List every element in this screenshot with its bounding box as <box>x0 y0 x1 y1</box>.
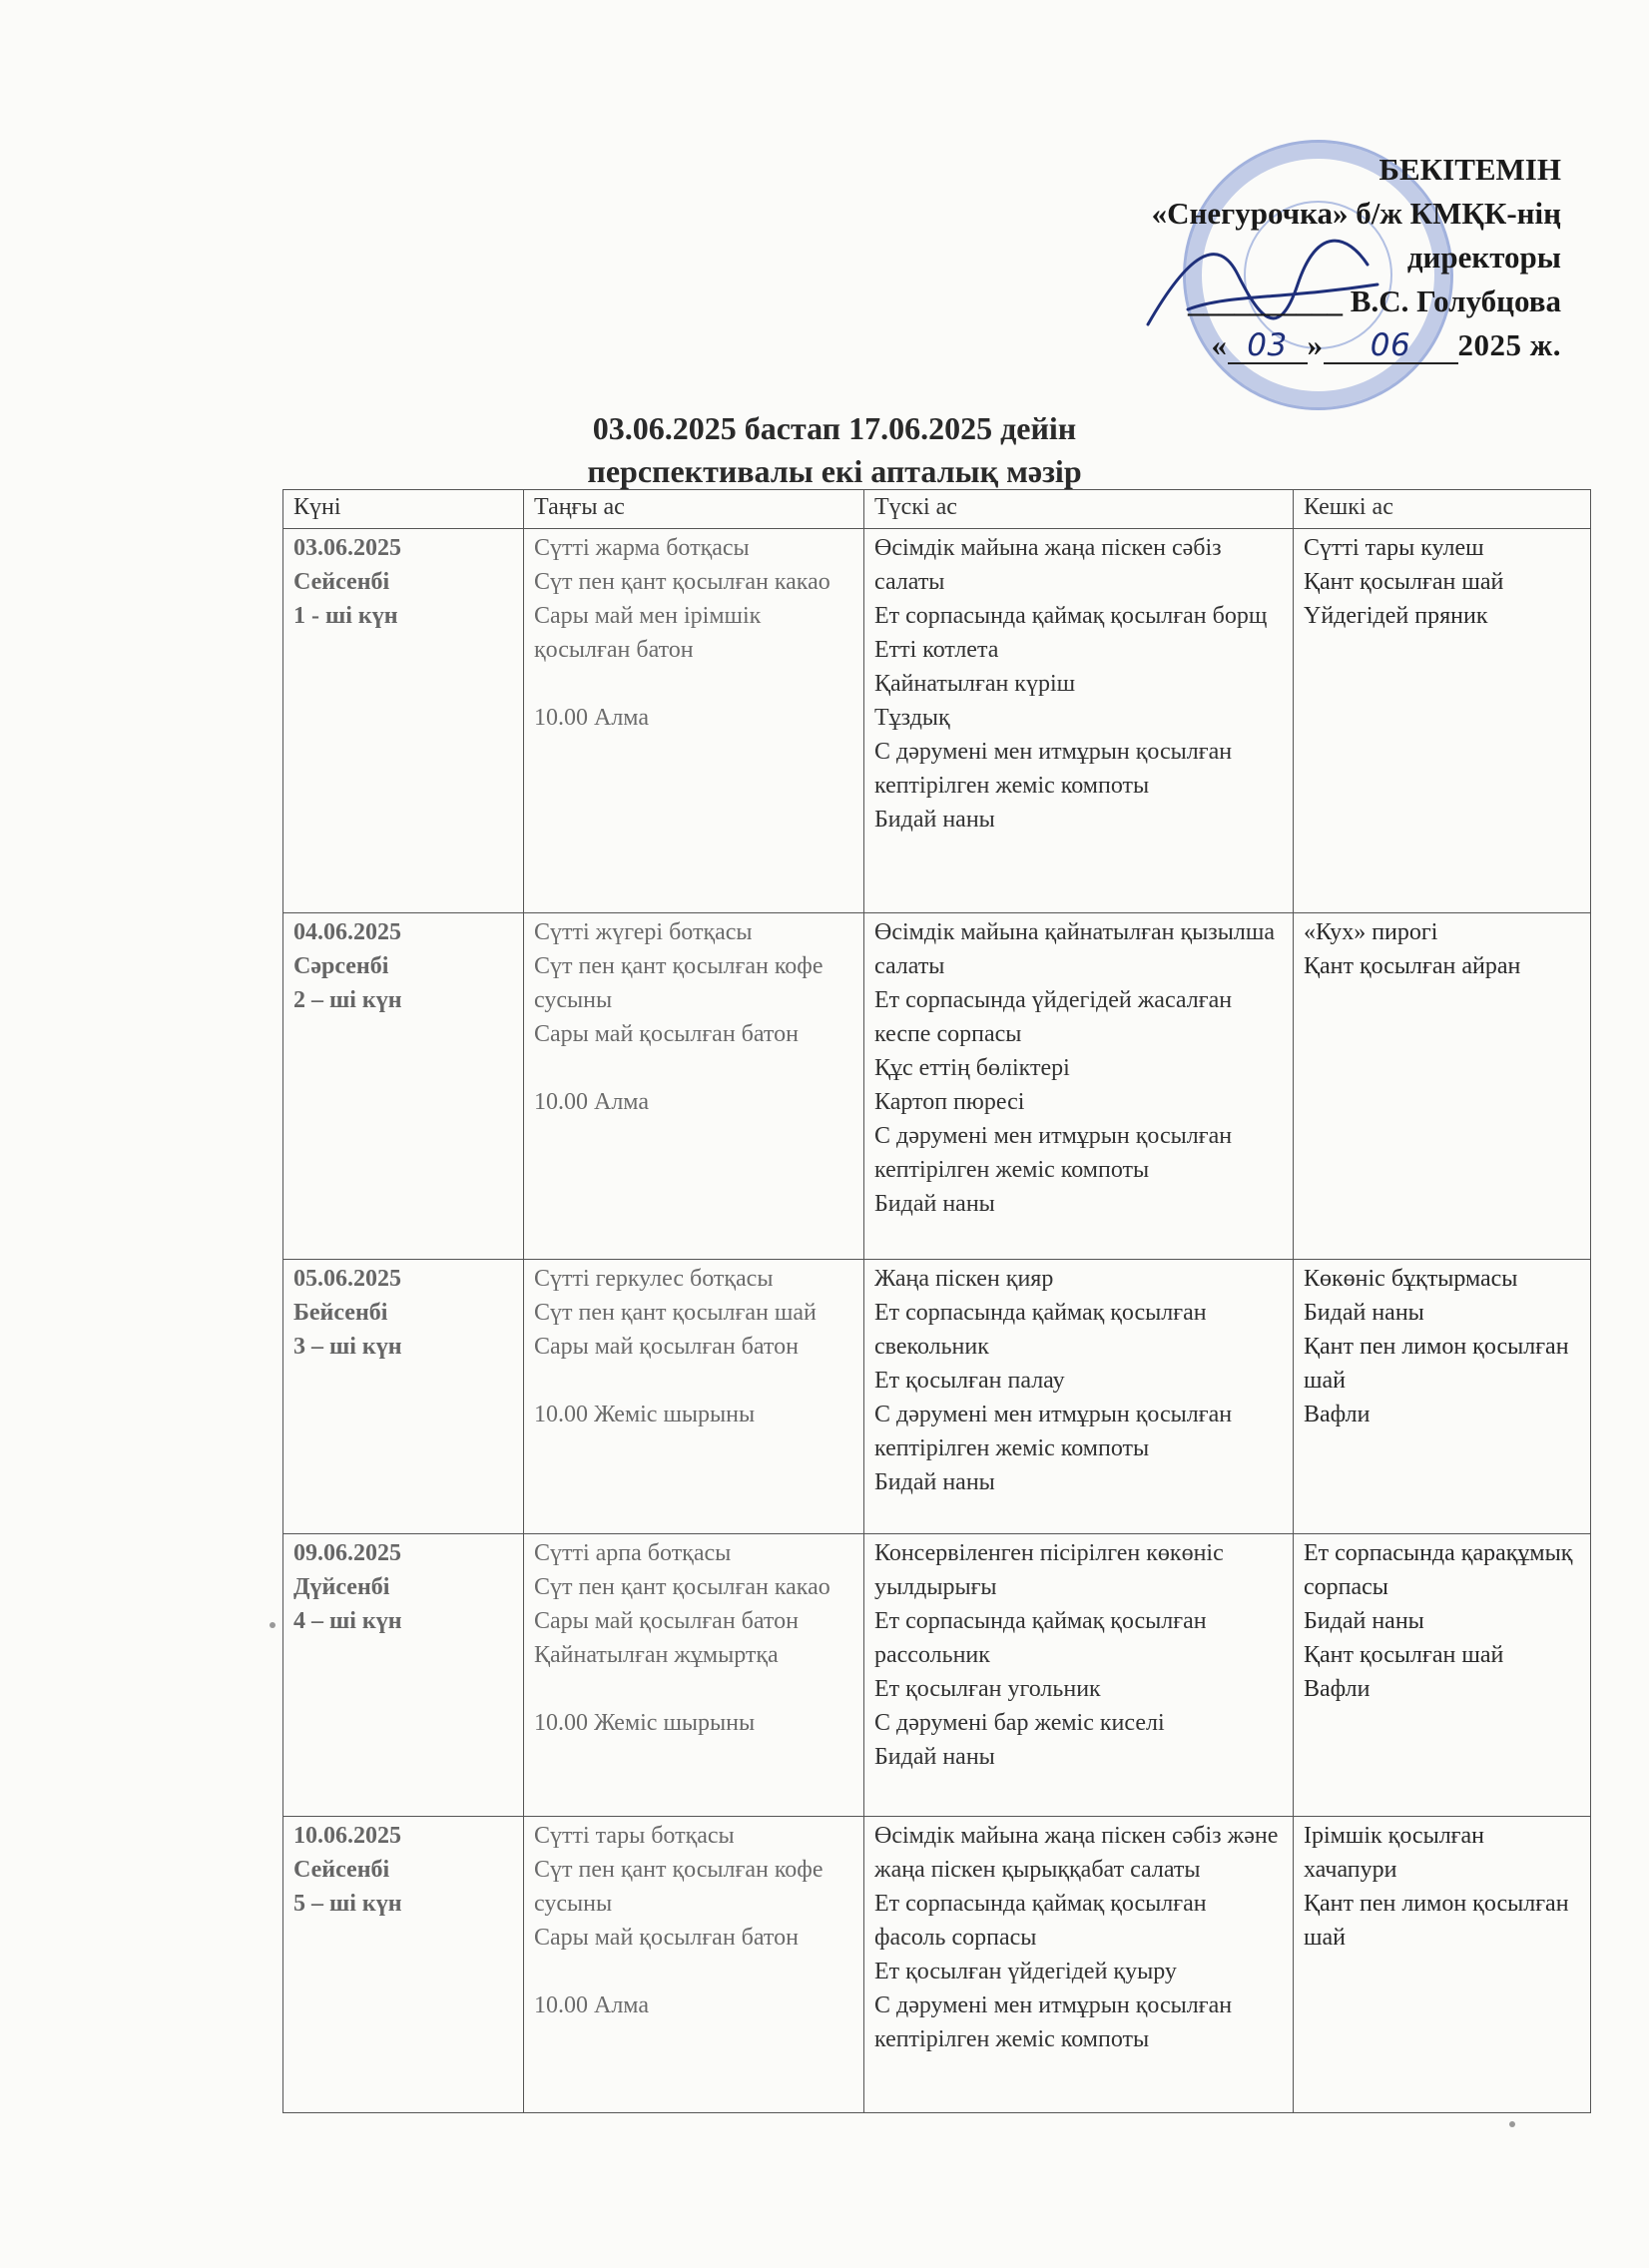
title-line-1: 03.06.2025 бастап 17.06.2025 дейін <box>592 410 1077 446</box>
day-date: 10.06.2025 <box>293 1823 401 1849</box>
lunch-item: Қайнатылған күріш <box>874 671 1076 697</box>
dinner-item: Вафли <box>1304 1676 1371 1702</box>
breakfast-item: Сары май қосылған батон <box>534 1021 799 1047</box>
day-date: 05.06.2025 <box>293 1266 401 1292</box>
approval-name: В.С. Голубцова <box>1350 284 1561 318</box>
day-cell <box>283 1260 524 1534</box>
lunch-cell <box>864 1260 1294 1534</box>
day-weekday: Сейсенбі <box>293 569 390 595</box>
lunch-item: Ет қосылған палау <box>874 1368 1065 1394</box>
breakfast-item: Сары май қосылған батон <box>534 1608 799 1634</box>
lunch-cell <box>864 913 1294 1260</box>
lunch-item: Бидай наны <box>874 1191 995 1217</box>
date-year: 2025 ж. <box>1457 327 1561 362</box>
dinner-item: Қант қосылған шай <box>1304 1642 1504 1668</box>
day-number: 4 – ші күн <box>293 1608 402 1634</box>
day-cell <box>283 913 524 1260</box>
lunch-item: С дәрумені мен итмұрын қосылған кептірілген жеміс компоты <box>874 739 1233 799</box>
breakfast-cell <box>524 913 864 1260</box>
breakfast-cell <box>524 1817 864 2113</box>
dinner-item: Ірімшік қосылған хачапури <box>1304 1823 1485 1883</box>
breakfast-item: Сүтті арпа ботқасы <box>534 1540 732 1566</box>
approval-block <box>942 148 1561 367</box>
dinner-cell <box>1294 1534 1591 1817</box>
dinner-cell <box>1294 1817 1591 2113</box>
lunch-item: С дәрумені мен итмұрын қосылған кептірілген жеміс компоты <box>874 1992 1233 2052</box>
breakfast-item: Сары май мен ірімшік қосылған батон <box>534 603 762 663</box>
approval-name-blank: __________ <box>1188 284 1344 318</box>
breakfast-item: Сүтті геркулес ботқасы <box>534 1266 774 1292</box>
lunch-item: Бидай наны <box>874 807 995 833</box>
breakfast-item: Сүт пен қант қосылған кофе сусыны <box>534 953 824 1013</box>
dinner-cell <box>1294 1260 1591 1534</box>
breakfast-cell <box>524 529 864 913</box>
lunch-item: С дәрумені мен итмұрын қосылған кептірілген жеміс компоты <box>874 1123 1233 1183</box>
scan-speck <box>1509 2121 1515 2127</box>
day-weekday: Бейсенбі <box>293 1300 388 1326</box>
breakfast-item: Сүтті жүгері ботқасы <box>534 919 753 945</box>
approval-date-line <box>942 323 1561 367</box>
dinner-item: Көкөніс бұқтырмасы <box>1304 1266 1518 1292</box>
dinner-item: «Кух» пирогі <box>1304 919 1438 945</box>
date-close-quote: » <box>1307 327 1324 362</box>
document-title <box>0 407 1649 493</box>
breakfast-cell <box>524 1260 864 1534</box>
approval-position: директоры <box>1406 240 1561 275</box>
title-line-2: перспективалы екі апталық мәзір <box>587 453 1082 489</box>
breakfast-item: Сары май қосылған батон <box>534 1334 799 1360</box>
dinner-item: Сүтті тары кулеш <box>1304 535 1484 561</box>
lunch-item: Ет сорпасында үйдегідей жасалған кеспе сорпасы <box>874 987 1233 1047</box>
day-date: 03.06.2025 <box>293 535 401 561</box>
header-lunch: Түскі ас <box>864 490 1294 529</box>
dinner-cell <box>1294 913 1591 1260</box>
header-breakfast: Таңғы ас <box>524 490 864 529</box>
lunch-item: Тұздық <box>874 705 950 731</box>
dinner-item: Қант қосылған айран <box>1304 953 1521 979</box>
breakfast-item: Сүт пен қант қосылған кофе сусыны <box>534 1857 824 1917</box>
lunch-item: Өсімдік майына жаңа піскен сәбіз салаты <box>874 535 1222 595</box>
lunch-item: Өсімдік майына қайнатылған қызылша салаты <box>874 919 1275 979</box>
breakfast-item: Сүт пен қант қосылған какао <box>534 569 830 595</box>
lunch-cell <box>864 1817 1294 2113</box>
dinner-item: Бидай наны <box>1304 1300 1424 1326</box>
dinner-item: Вафли <box>1304 1402 1371 1427</box>
lunch-item: Картоп пюресі <box>874 1089 1025 1115</box>
lunch-cell <box>864 1534 1294 1817</box>
lunch-item: Ет сорпасында қаймақ қосылған рассольник <box>874 1608 1207 1668</box>
table-header-row <box>283 490 1591 529</box>
breakfast-cell <box>524 1534 864 1817</box>
day-cell <box>283 529 524 913</box>
breakfast-item: Сары май қосылған батон <box>534 1925 799 1951</box>
lunch-item: Өсімдік майына жаңа піскен сәбіз және жаңа піскен қырыққабат салаты <box>874 1823 1279 1883</box>
lunch-item: Ет сорпасында қаймақ қосылған свекольник <box>874 1300 1207 1360</box>
header-dinner: Кешкі ас <box>1294 490 1591 529</box>
table-row <box>283 1817 1591 2113</box>
lunch-item: Етті котлета <box>874 637 999 663</box>
day-cell <box>283 1534 524 1817</box>
day-number: 5 – ші күн <box>293 1891 402 1917</box>
dinner-item: Бидай наны <box>1304 1608 1424 1634</box>
dinner-item: Үйдегідей пряник <box>1304 603 1488 629</box>
menu-table-body <box>283 529 1591 2113</box>
table-row <box>283 529 1591 913</box>
dinner-item: Қант қосылған шай <box>1304 569 1504 595</box>
day-number: 1 - ші күн <box>293 603 398 629</box>
menu-table <box>282 489 1591 2113</box>
day-number: 2 – ші күн <box>293 987 402 1013</box>
lunch-cell <box>864 529 1294 913</box>
snack-item: 10.00 Жеміс шырыны <box>534 1710 756 1736</box>
day-weekday: Сәрсенбі <box>293 953 389 979</box>
table-row <box>283 1534 1591 1817</box>
date-open-quote: « <box>1211 327 1228 362</box>
scan-speck <box>270 1622 275 1628</box>
lunch-item: Ет қосылған үйдегідей қуыру <box>874 1959 1177 1984</box>
approval-heading: БЕКІТЕМІН <box>1378 152 1561 187</box>
breakfast-item: Сүтті жарма ботқасы <box>534 535 750 561</box>
dinner-cell <box>1294 529 1591 913</box>
breakfast-item: Қайнатылған жұмыртқа <box>534 1642 779 1668</box>
day-cell <box>283 1817 524 2113</box>
lunch-item: Құс еттің бөліктері <box>874 1055 1070 1081</box>
breakfast-item: Сүтті тары ботқасы <box>534 1823 735 1849</box>
lunch-item: Бидай наны <box>874 1469 995 1495</box>
date-day: 03 <box>1228 328 1308 364</box>
breakfast-item: Сүт пен қант қосылған какао <box>534 1574 830 1600</box>
day-number: 3 – ші күн <box>293 1334 402 1360</box>
dinner-item: Қант пен лимон қосылған шай <box>1304 1891 1569 1951</box>
snack-item: 10.00 Жеміс шырыны <box>534 1402 756 1427</box>
day-date: 04.06.2025 <box>293 919 401 945</box>
lunch-item: Бидай наны <box>874 1744 995 1770</box>
lunch-item: Жаңа піскен қияр <box>874 1266 1054 1292</box>
day-weekday: Дүйсенбі <box>293 1574 390 1600</box>
lunch-item: С дәрумені бар жеміс киселі <box>874 1710 1165 1736</box>
approval-name-line <box>942 280 1561 323</box>
day-date: 09.06.2025 <box>293 1540 401 1566</box>
breakfast-item: Сүт пен қант қосылған шай <box>534 1300 817 1326</box>
day-weekday: Сейсенбі <box>293 1857 390 1883</box>
snack-item: 10.00 Алма <box>534 705 649 731</box>
lunch-item: Ет сорпасында қаймақ қосылған борщ <box>874 603 1268 629</box>
lunch-item: Консервіленген пісірілген көкөніс уылдырығы <box>874 1540 1224 1600</box>
approval-organization: «Снегурочка» б/ж КМҚК-нің <box>1151 196 1561 231</box>
lunch-item: С дәрумені мен итмұрын қосылған кептірілген жеміс компоты <box>874 1402 1233 1461</box>
table-row <box>283 1260 1591 1534</box>
date-month: 06 <box>1324 328 1458 364</box>
dinner-item: Қант пен лимон қосылған шай <box>1304 1334 1569 1394</box>
header-day: Күні <box>283 490 524 529</box>
lunch-item: Ет сорпасында қаймақ қосылған фасоль сорпасы <box>874 1891 1207 1951</box>
snack-item: 10.00 Алма <box>534 1992 649 2018</box>
table-row <box>283 913 1591 1260</box>
lunch-item: Ет қосылған угольник <box>874 1676 1101 1702</box>
snack-item: 10.00 Алма <box>534 1089 649 1115</box>
dinner-item: Ет сорпасында қарақұмық сорпасы <box>1304 1540 1573 1600</box>
